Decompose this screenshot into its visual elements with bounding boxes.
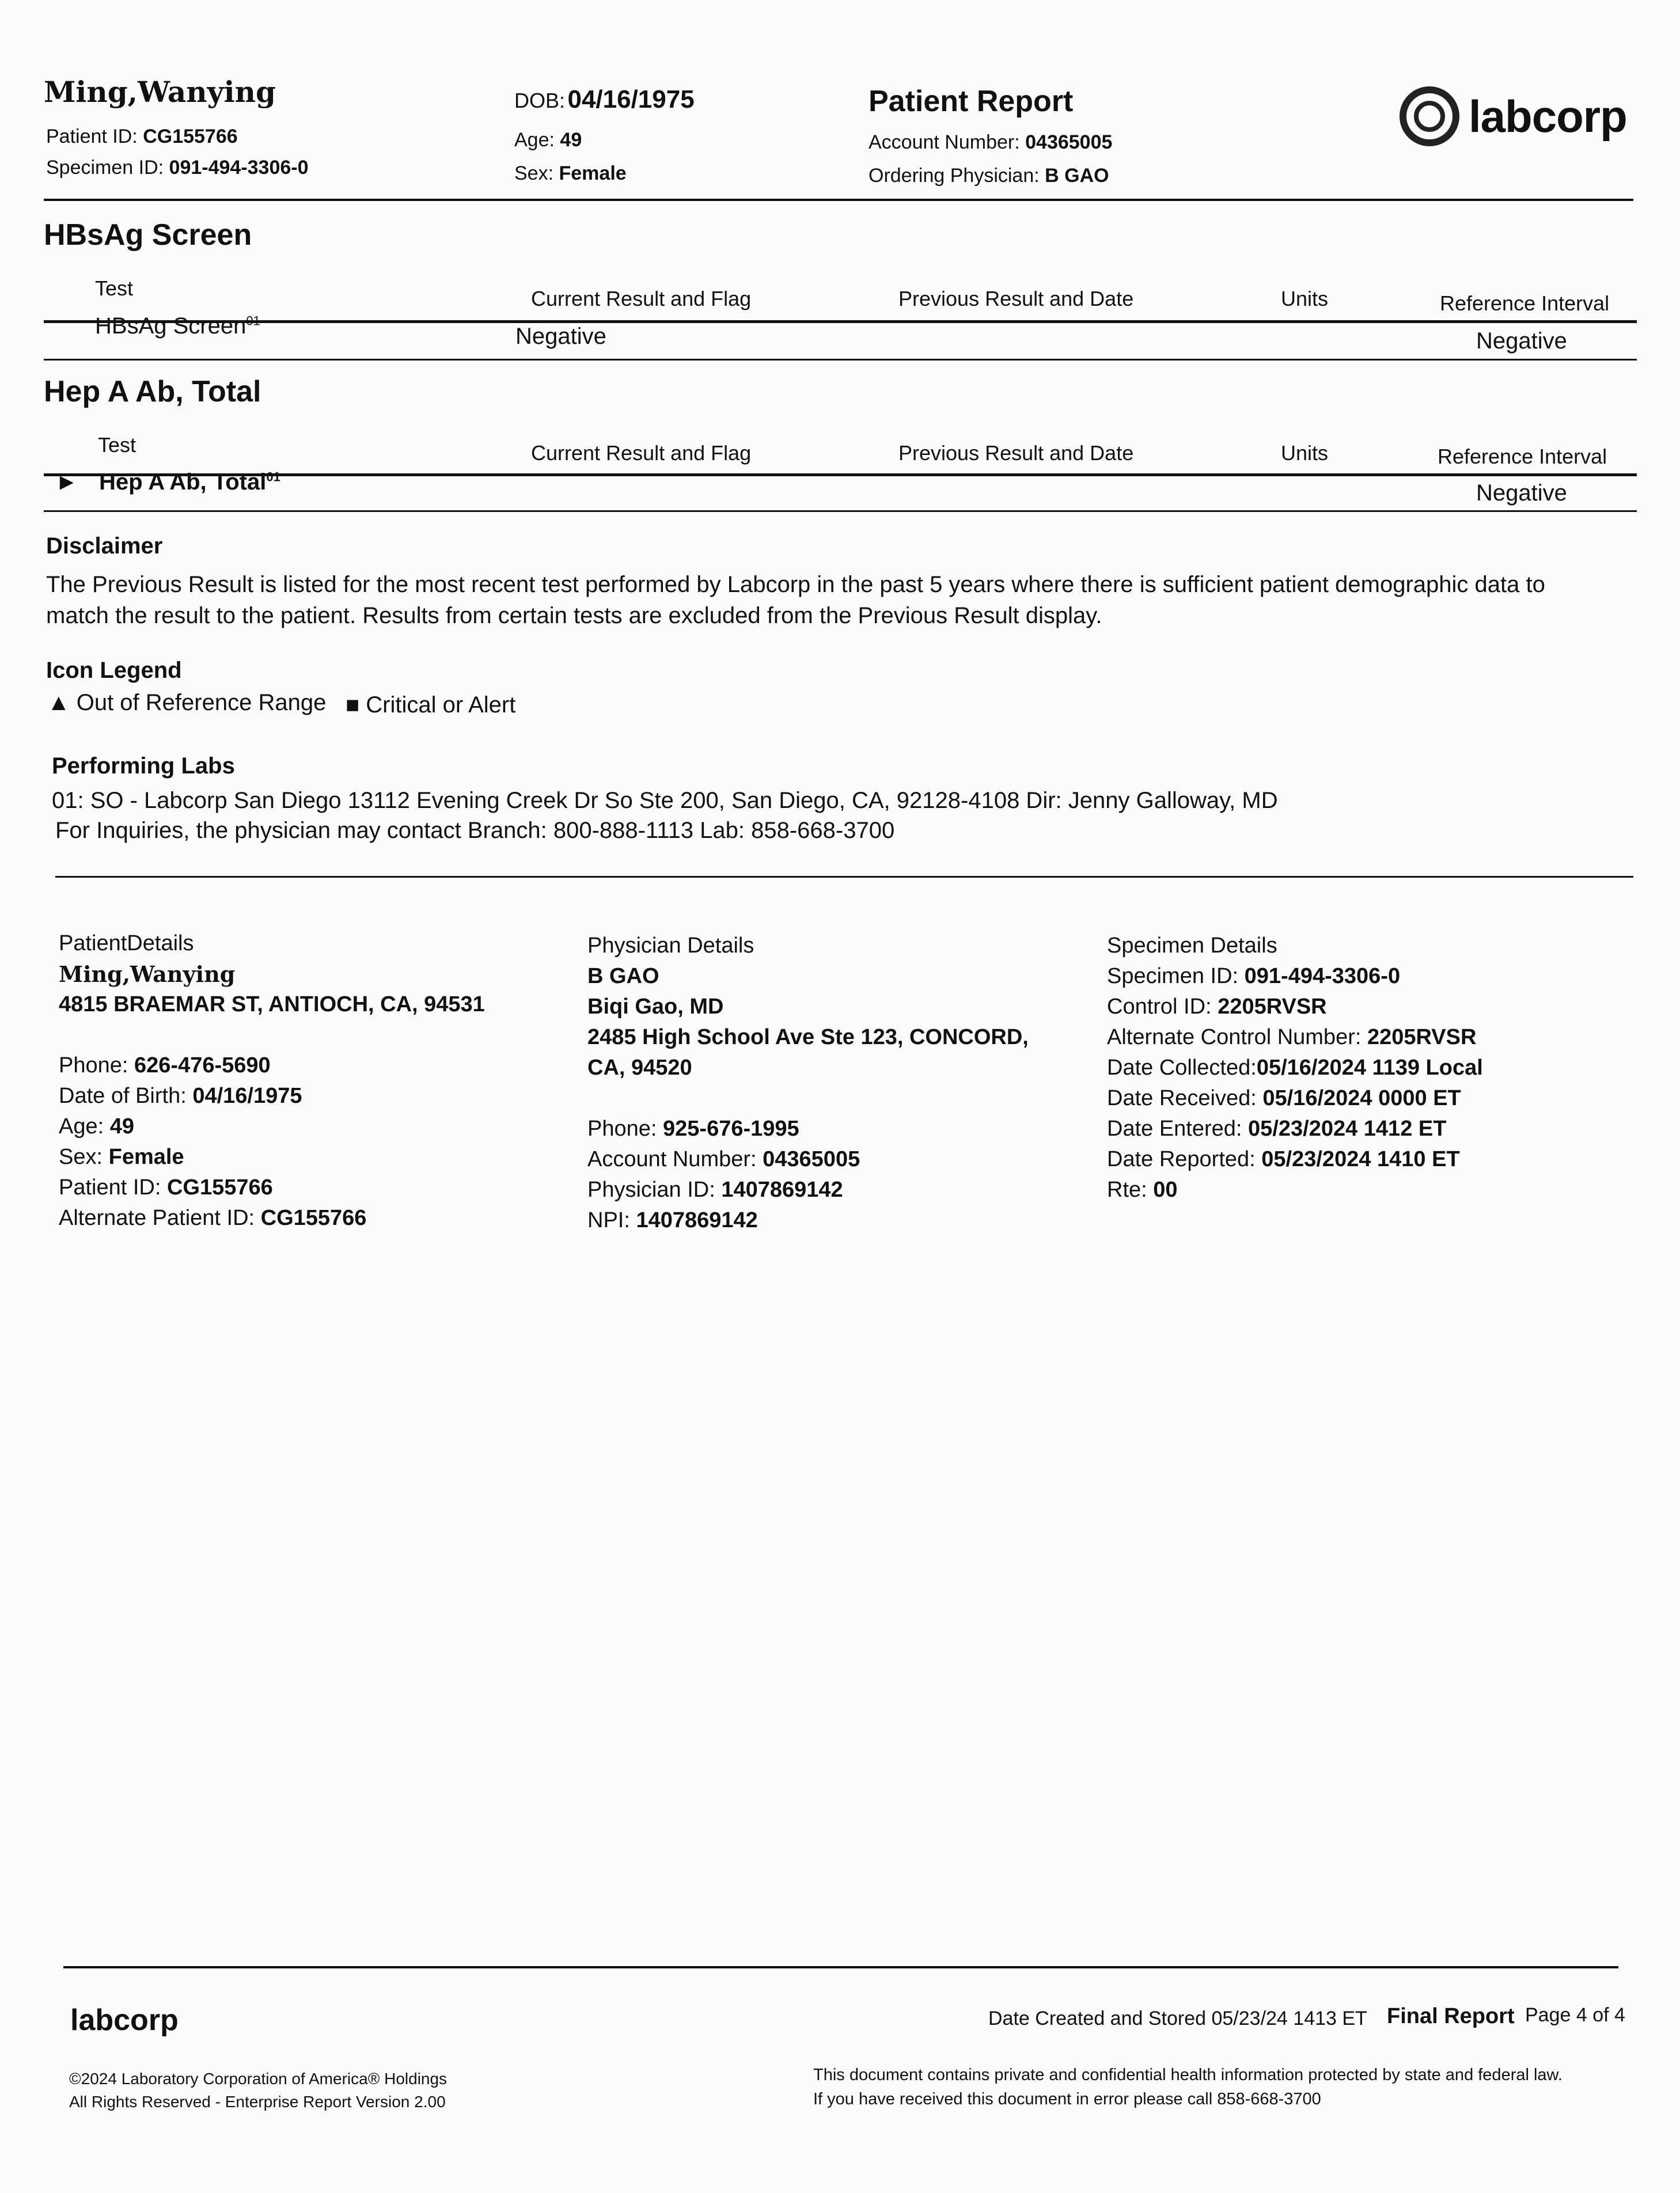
patient-details-title: PatientDetails: [59, 931, 194, 955]
patient-details-phone: Phone: 626-476-5690: [59, 1053, 271, 1077]
patient-details-address: 4815 BRAEMAR ST, ANTIOCH, CA, 94531: [59, 992, 485, 1016]
patient-details-alt-pid: Alternate Patient ID: CG155766: [59, 1206, 367, 1230]
labs-divider: [55, 876, 1633, 878]
patient-details-sex: Sex: Female: [59, 1145, 184, 1169]
section-title-hepa: Hep A Ab, Total: [44, 375, 261, 408]
physician-details-name: Biqi Gao, MD: [587, 995, 724, 1019]
specimen-details-collected: Date Collected:05/16/2024 1139 Local: [1107, 1056, 1483, 1080]
footer-final-report: Final Report: [1387, 2004, 1515, 2028]
col-test: Test: [95, 276, 134, 300]
specimen-id: Specimen ID: 091-494-3306-0: [46, 157, 309, 179]
patient-details-name: Ming,Wanying: [59, 961, 236, 987]
patient-name: Ming,Wanying: [44, 75, 276, 109]
disclaimer-title: Disclaimer: [46, 533, 163, 559]
table-row-result: Negative: [515, 324, 606, 349]
specimen-details: [1107, 931, 1483, 1205]
footer-copyright: ©2024 Laboratory Corporation of America® Holdings All Rights Reserved - Enterprise Report Version 2.00: [69, 2070, 448, 2111]
specimen-details-id: Specimen ID: 091-494-3306-0: [1107, 964, 1401, 988]
physician-details-address-1: 2485 High School Ave Ste 123, CONCORD,: [587, 1025, 1029, 1049]
dob: DOB: 04/16/1975: [514, 85, 695, 113]
table-row-test: HBsAg Screen$^{01}$: [95, 313, 260, 339]
specimen-details-alt-control: Alternate Control Number: 2205RVSR: [1107, 1025, 1477, 1049]
ordering-physician: Ordering Physician: B GAO: [869, 165, 1109, 187]
patient-details-dob: Date of Birth: 04/16/1975: [59, 1084, 302, 1108]
table-header-rule: [44, 320, 1637, 323]
labs-title: Performing Labs: [52, 753, 235, 779]
patient-details-pid: Patient ID: CG155766: [59, 1175, 273, 1200]
labcorp-logo: labcorp: [1400, 86, 1627, 146]
table-row-rule: [44, 359, 1637, 361]
physician-details-physician-id: Physician ID: 1407869142: [587, 1178, 843, 1202]
footer-created: Date Created and Stored 05/23/24 1413 ET: [988, 2008, 1367, 2029]
specimen-details-received: Date Received: 05/16/2024 0000 ET: [1107, 1086, 1461, 1110]
col-units: Units: [1281, 441, 1329, 465]
col-previous-result: Previous Result and Date: [898, 441, 1134, 465]
physician-details: [587, 931, 1029, 1236]
triangle-up-icon: ▲: [47, 690, 70, 715]
header-divider: [44, 199, 1633, 201]
specimen-details-reported: Date Reported: 05/23/2024 1410 ET: [1107, 1147, 1460, 1171]
disclaimer-text: The Previous Result is listed for the most recent test performed by Labcorp in the past 5 years where there is sufficient patient demographic data to match the result to the patient. Results from certain tests are excluded from the Previous Result display.: [46, 572, 1545, 628]
col-test: Test: [98, 433, 136, 457]
account-number: Account Number: 04365005: [869, 131, 1113, 153]
square-icon: ■: [346, 692, 360, 718]
footer-divider: [63, 1966, 1618, 1968]
table-header-rule: [44, 473, 1637, 476]
col-current-result: Current Result and Flag: [531, 287, 752, 310]
physician-details-address-2: CA, 94520: [587, 1056, 692, 1080]
table-row-rule: [44, 510, 1637, 512]
table-row-reference: Negative: [1476, 328, 1567, 354]
footer-confidential: This document contains private and confidential health information protected by state and federal law. If you have received this document in error please call 858-668-3700: [813, 2066, 1563, 2108]
age: Age: 49: [514, 129, 582, 151]
labs-line-1: 01: SO - Labcorp San Diego 13112 Evening Creek Dr So Ste 200, San Diego, CA, 92128-4108 Dir: Jenny Galloway, MD: [52, 788, 1278, 813]
col-current-result: Current Result and Flag: [531, 441, 752, 465]
section-title-hbsag: HBsAg Screen: [44, 218, 252, 252]
expand-arrow-icon: ►: [55, 469, 78, 495]
physician-details-npi: NPI: 1407869142: [587, 1208, 758, 1232]
labcorp-logo-icon: [1400, 86, 1459, 146]
patient-id: Patient ID: CG155766: [46, 126, 238, 147]
legend-title: Icon Legend: [46, 658, 182, 683]
report-title: Patient Report: [869, 85, 1074, 118]
specimen-details-control-id: Control ID: 2205RVSR: [1107, 995, 1327, 1019]
patient-details: [59, 928, 485, 1234]
labs-line-2: For Inquiries, the physician may contact Branch: 800-888-1113 Lab: 858-668-3700: [55, 818, 895, 843]
specimen-details-entered: Date Entered: 05/23/2024 1412 ET: [1107, 1117, 1447, 1141]
physician-details-title: Physician Details: [587, 934, 754, 958]
col-previous-result: Previous Result and Date: [898, 287, 1134, 310]
footer-logo: labcorp: [70, 2004, 179, 2037]
physician-details-code: B GAO: [587, 964, 659, 988]
legend-critical: ■ Critical or Alert: [346, 692, 516, 718]
physician-details-account: Account Number: 04365005: [587, 1147, 860, 1171]
table-row-reference: Negative: [1476, 480, 1567, 506]
specimen-details-title: Specimen Details: [1107, 934, 1277, 958]
col-reference: Reference Interval: [1438, 445, 1607, 468]
physician-details-phone: Phone: 925-676-1995: [587, 1117, 799, 1141]
col-reference: Reference Interval: [1440, 291, 1610, 315]
col-units: Units: [1281, 287, 1329, 310]
footer-page-number: Page 4 of 4: [1525, 2004, 1625, 2026]
sex: Sex: Female: [514, 162, 627, 184]
specimen-details-rte: Rte: 00: [1107, 1178, 1178, 1202]
patient-details-age: Age: 49: [59, 1114, 135, 1139]
legend-out-of-range: ▲ Out of Reference Range: [47, 690, 327, 715]
table-row-test: Hep A Ab, Total$^{01}$: [99, 469, 280, 495]
